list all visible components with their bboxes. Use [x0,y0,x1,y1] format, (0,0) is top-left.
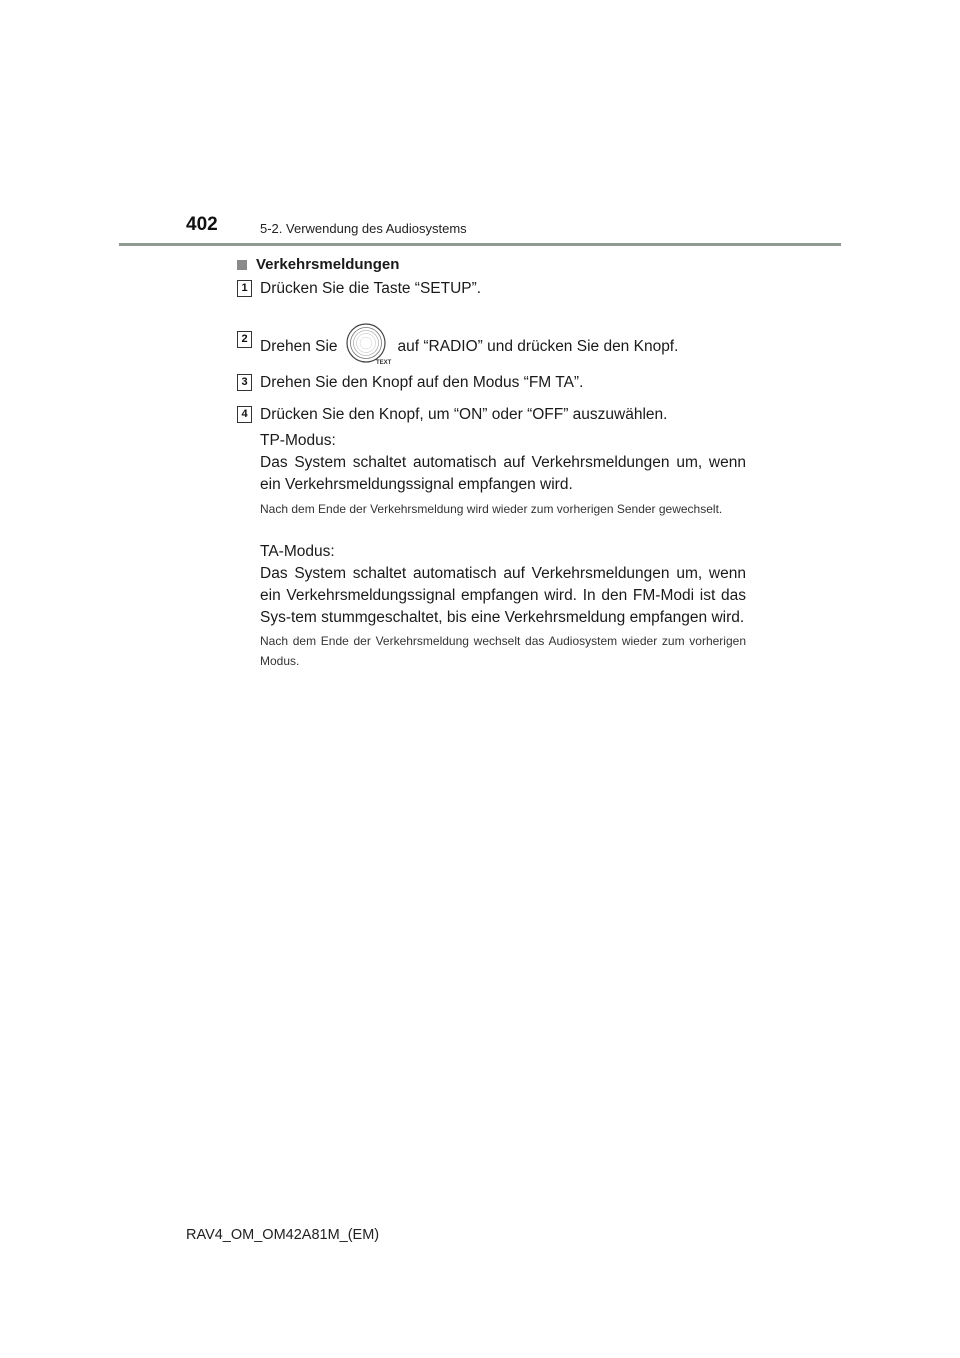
step-2 [237,331,679,366]
step-text [260,322,678,371]
mode-tp [260,430,746,496]
step-3 [237,373,584,391]
mode-ta-note: Nach dem Ende der Verkehrsmeldung wechselt das Audiosystem wieder zum vorherigen Modus. [260,634,746,668]
step-text-before: Drehen Sie [260,337,338,355]
mode-ta [260,541,746,629]
page-number: 402 [186,214,218,235]
header-divider [119,243,841,246]
footer-doc-code: RAV4_OM_OM42A81M_(EM) [186,1227,380,1243]
mode-description: Das System schaltet automatisch auf Verkehrsmeldungen um, wenn ein Verkehrsmeldungssignal empfangen wird. [260,454,746,493]
step-text: Drücken Sie den Knopf, um “ON” oder “OFF” auszuwählen. [260,405,668,423]
step-number-badge: 4 [237,406,252,423]
mode-description: Das System schaltet automatisch auf Verkehrsmeldungen um, wenn ein Verkehrsmeldungssignal empfangen wird. In den FM-Modi ist das Sys-tem stummgeschaltet, bis eine Verkehrsmeldung empfangen wird. [260,565,746,626]
step-text-after: auf “RADIO” und drücken Sie den Knopf. [397,337,679,355]
step-text: Drücken Sie die Taste “SETUP”. [260,279,482,297]
square-bullet-icon [237,260,247,270]
chapter-title: 5-2. Verwendung des Audiosystems [260,221,467,236]
tune-knob-icon [344,322,392,371]
knob-label: TEXT [375,360,391,366]
mode-title: TP-Modus: [260,432,336,449]
step-4 [237,405,668,423]
mode-title: TA-Modus: [260,543,335,560]
mode-tp-note: Nach dem Ende der Verkehrsmeldung wird wieder zum vorherigen Sender gewechselt. [260,502,723,516]
step-number-badge: 2 [237,331,252,348]
step-number-badge: 1 [237,280,252,297]
section-heading [237,256,399,273]
step-number-badge: 3 [237,374,252,391]
step-text: Drehen Sie den Knopf auf den Modus “FM TA”. [260,373,584,391]
step-1 [237,279,482,297]
section-title: Verkehrsmeldungen [256,256,400,273]
